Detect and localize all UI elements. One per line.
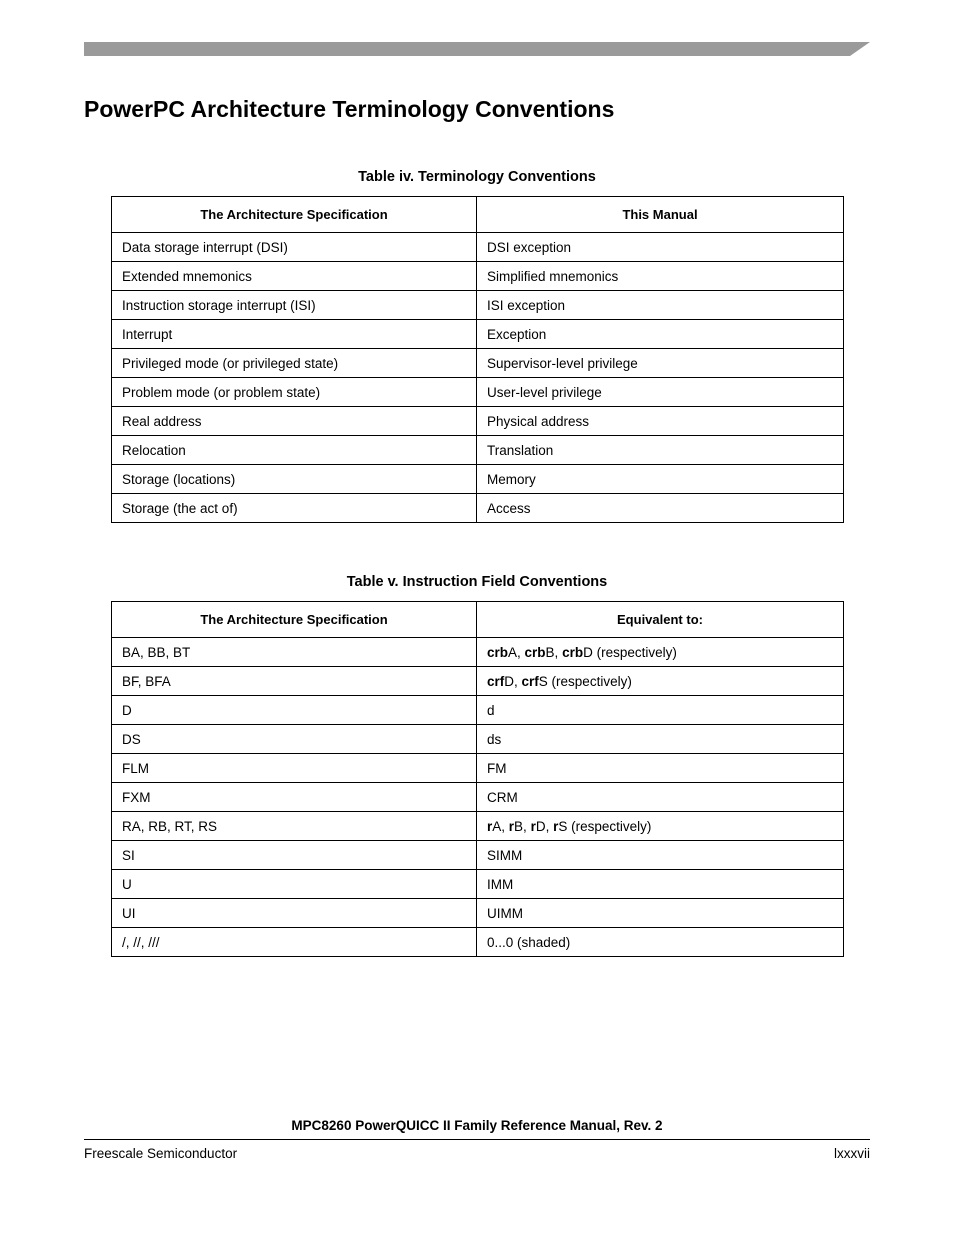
spec-term-cell: Data storage interrupt (DSI) bbox=[112, 233, 477, 262]
spec-field-cell: U bbox=[112, 870, 477, 899]
table-row bbox=[112, 899, 844, 928]
field-text: A, bbox=[508, 644, 525, 660]
table-row bbox=[112, 870, 844, 899]
equivalent-field-cell bbox=[477, 667, 844, 696]
field-text: D, bbox=[504, 673, 522, 689]
bold-prefix: crb bbox=[562, 644, 584, 660]
column-header: The Architecture Specification bbox=[112, 197, 477, 233]
equivalent-field-cell bbox=[477, 841, 844, 870]
table-row bbox=[112, 262, 844, 291]
field-text: S (respectively) bbox=[538, 673, 632, 689]
bold-prefix: r bbox=[553, 818, 559, 834]
spec-term-cell: Instruction storage interrupt (ISI) bbox=[112, 291, 477, 320]
page-title: PowerPC Architecture Terminology Conventions bbox=[84, 96, 615, 122]
column-header: Equivalent to: bbox=[477, 602, 844, 638]
table-v-caption: Table v. Instruction Field Conventions bbox=[346, 574, 608, 590]
spec-field-cell: DS bbox=[112, 725, 477, 754]
table-row bbox=[112, 465, 844, 494]
table-row bbox=[112, 349, 844, 378]
table-row bbox=[112, 667, 844, 696]
manual-term-cell: Physical address bbox=[477, 407, 844, 436]
bold-prefix: crf bbox=[487, 673, 505, 689]
field-text: D, bbox=[535, 818, 554, 834]
equivalent-field-cell bbox=[477, 638, 844, 667]
table-row bbox=[112, 812, 844, 841]
field-text: FM bbox=[487, 760, 507, 776]
equivalent-field-cell bbox=[477, 812, 844, 841]
field-text: UIMM bbox=[487, 905, 523, 921]
table-row bbox=[112, 320, 844, 349]
bold-prefix: crf bbox=[521, 673, 539, 689]
field-text: B, bbox=[545, 644, 563, 660]
spec-field-cell: RA, RB, RT, RS bbox=[112, 812, 477, 841]
table-row bbox=[112, 783, 844, 812]
equivalent-field-cell bbox=[477, 696, 844, 725]
field-text: CRM bbox=[487, 789, 518, 805]
manual-term-cell: Exception bbox=[477, 320, 844, 349]
equivalent-field-cell bbox=[477, 754, 844, 783]
bold-prefix: r bbox=[530, 818, 536, 834]
manual-title: MPC8260 PowerQUICC II Family Reference Manual, Rev. 2 bbox=[291, 1118, 663, 1133]
terminology-table bbox=[111, 196, 844, 523]
field-text: IMM bbox=[487, 876, 514, 892]
spec-field-cell: /, //, /// bbox=[112, 928, 477, 957]
equivalent-field-cell bbox=[477, 899, 844, 928]
spec-field-cell: D bbox=[112, 696, 477, 725]
spec-field-cell: BF, BFA bbox=[112, 667, 477, 696]
spec-term-cell: Interrupt bbox=[112, 320, 477, 349]
field-text: B, bbox=[514, 818, 531, 834]
page-number: lxxxvii bbox=[834, 1146, 870, 1161]
spec-term-cell: Real address bbox=[112, 407, 477, 436]
field-text: ds bbox=[487, 731, 502, 747]
spec-field-cell: FLM bbox=[112, 754, 477, 783]
table-row bbox=[112, 436, 844, 465]
spec-term-cell: Storage (the act of) bbox=[112, 494, 477, 523]
field-text: S (respectively) bbox=[558, 818, 652, 834]
table-row bbox=[112, 407, 844, 436]
spec-term-cell: Extended mnemonics bbox=[112, 262, 477, 291]
table-row bbox=[112, 291, 844, 320]
field-text: D (respectively) bbox=[583, 644, 677, 660]
table-row bbox=[112, 494, 844, 523]
table-row bbox=[112, 928, 844, 957]
manual-term-cell: DSI exception bbox=[477, 233, 844, 262]
manual-term-cell: User-level privilege bbox=[477, 378, 844, 407]
spec-term-cell: Storage (locations) bbox=[112, 465, 477, 494]
spec-field-cell: FXM bbox=[112, 783, 477, 812]
manual-term-cell: Access bbox=[477, 494, 844, 523]
manual-term-cell: Supervisor-level privilege bbox=[477, 349, 844, 378]
column-header: This Manual bbox=[477, 197, 844, 233]
bold-prefix: crb bbox=[524, 644, 546, 660]
equivalent-field-cell bbox=[477, 725, 844, 754]
field-text: SIMM bbox=[487, 847, 523, 863]
manual-term-cell: Memory bbox=[477, 465, 844, 494]
table-row bbox=[112, 754, 844, 783]
footer-divider bbox=[84, 1139, 870, 1140]
spec-field-cell: UI bbox=[112, 899, 477, 928]
field-text: A, bbox=[492, 818, 509, 834]
field-text: d bbox=[487, 702, 495, 718]
company-name: Freescale Semiconductor bbox=[84, 1146, 238, 1161]
field-text: 0...0 (shaded) bbox=[487, 934, 571, 950]
table-header-row bbox=[112, 602, 844, 638]
table-iv-caption: Table iv. Terminology Conventions bbox=[358, 169, 596, 185]
bold-prefix: r bbox=[487, 818, 493, 834]
table-row bbox=[112, 696, 844, 725]
column-header: The Architecture Specification bbox=[112, 602, 477, 638]
table-row bbox=[112, 841, 844, 870]
spec-term-cell: Relocation bbox=[112, 436, 477, 465]
table-row bbox=[112, 638, 844, 667]
table-header-row bbox=[112, 197, 844, 233]
manual-term-cell: Translation bbox=[477, 436, 844, 465]
table-row bbox=[112, 378, 844, 407]
header-bar bbox=[84, 42, 870, 56]
equivalent-field-cell bbox=[477, 928, 844, 957]
spec-term-cell: Problem mode (or problem state) bbox=[112, 378, 477, 407]
table-row bbox=[112, 233, 844, 262]
manual-term-cell: Simplified mnemonics bbox=[477, 262, 844, 291]
spec-field-cell: SI bbox=[112, 841, 477, 870]
table-row bbox=[112, 725, 844, 754]
instruction-field-table bbox=[111, 601, 844, 957]
equivalent-field-cell bbox=[477, 783, 844, 812]
bold-prefix: crb bbox=[487, 644, 509, 660]
bold-prefix: r bbox=[508, 818, 515, 834]
spec-term-cell: Privileged mode (or privileged state) bbox=[112, 349, 477, 378]
equivalent-field-cell bbox=[477, 870, 844, 899]
manual-term-cell: ISI exception bbox=[477, 291, 844, 320]
spec-field-cell: BA, BB, BT bbox=[112, 638, 477, 667]
